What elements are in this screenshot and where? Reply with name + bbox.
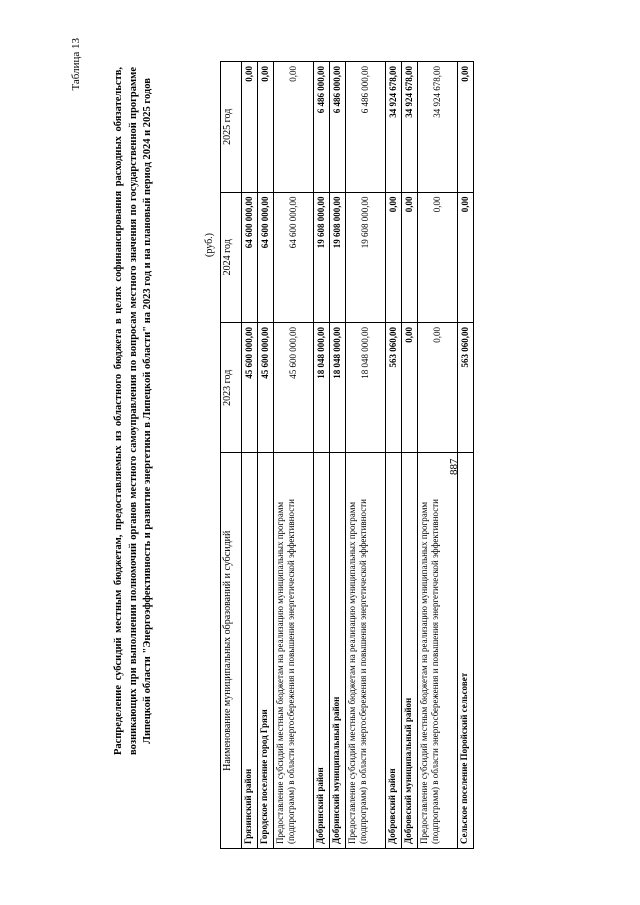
row-name: Добровский район: [386, 453, 402, 849]
value-2023: 0,00: [418, 323, 458, 453]
value-2023: 18 048 000,00: [346, 323, 386, 453]
value-2023: 45 600 000,00: [274, 323, 314, 453]
table-number: Таблица 13: [70, 38, 82, 91]
table-row: [386, 62, 402, 849]
table-row: [242, 62, 258, 849]
value-2024: 19 608 000,00: [314, 192, 330, 322]
value-2025: 0,00: [242, 62, 258, 193]
row-name: Добровский муниципальный район: [402, 453, 418, 849]
row-name: Предоставление субсидий местным бюджетам на реализацию муниципальных программ (подпрограмм) в области энергосбережения и повышения энергетической эффективности: [346, 453, 386, 849]
value-2024: 64 600 000,00: [258, 192, 274, 322]
header-2025: 2025 год: [221, 62, 242, 193]
value-2025: 34 924 678,00: [386, 62, 402, 193]
value-2024: 64 600 000,00: [242, 192, 258, 322]
value-2023: 45 600 000,00: [242, 323, 258, 453]
value-2025: 34 924 678,00: [418, 62, 458, 193]
value-2024: 19 608 000,00: [346, 192, 386, 322]
value-2025: 34 924 678,00: [402, 62, 418, 193]
row-name: Грязинский район: [242, 453, 258, 849]
table-row: [314, 62, 330, 849]
header-2023: 2023 год: [221, 323, 242, 453]
row-name: Сельское поселение Поройский сельсовет: [458, 453, 474, 849]
value-2025: 0,00: [458, 62, 474, 193]
value-2023: 18 048 000,00: [314, 323, 330, 453]
value-2024: 19 608 000,00: [330, 192, 346, 322]
table-row: [330, 62, 346, 849]
table-row: [346, 62, 386, 849]
value-2024: 0,00: [418, 192, 458, 322]
unit-label: (руб.): [204, 233, 215, 257]
value-2024: 0,00: [386, 192, 402, 322]
value-2025: 0,00: [274, 62, 314, 193]
header-2024: 2024 год: [221, 192, 242, 322]
table-header-row: [221, 62, 242, 849]
subsidy-table: [220, 61, 474, 849]
value-2025: 6 486 000,00: [346, 62, 386, 193]
row-name: Добринский район: [314, 453, 330, 849]
value-2023: 563 060,00: [458, 323, 474, 453]
value-2025: 6 486 000,00: [314, 62, 330, 193]
value-2023: 0,00: [402, 323, 418, 453]
table-row: [458, 62, 474, 849]
table-row: [258, 62, 274, 849]
header-name: Наименование муниципальных образований и субсидий: [221, 453, 242, 849]
page-number: 887: [448, 458, 460, 475]
table-row: [402, 62, 418, 849]
table-row: [274, 62, 314, 849]
value-2024: 64 600 000,00: [274, 192, 314, 322]
value-2024: 0,00: [458, 192, 474, 322]
value-2024: 0,00: [402, 192, 418, 322]
value-2023: 18 048 000,00: [330, 323, 346, 453]
row-name: Добринский муниципальный район: [330, 453, 346, 849]
table-row: [418, 62, 458, 849]
value-2025: 0,00: [258, 62, 274, 193]
value-2023: 45 600 000,00: [258, 323, 274, 453]
value-2023: 563 060,00: [386, 323, 402, 453]
row-name: Предоставление субсидий местным бюджетам на реализацию муниципальных программ (подпрограмм) в области энергосбережения и повышения энергетической эффективности: [274, 453, 314, 849]
row-name: Городское поселение город Грязи: [258, 453, 274, 849]
row-name: Предоставление субсидий местным бюджетам на реализацию муниципальных программ (подпрограмм) в области энергосбережения и повышения энергетической эффективности: [418, 453, 458, 849]
value-2025: 6 486 000,00: [330, 62, 346, 193]
document-title: Распределение субсидий местным бюджетам, предоставляемых из областного бюджета в целях софинансирования расходных обязательств, возникающих при выполнении полномочий органов местного самоуправления по вопросам местного значения по государственной программе Липецкой области "Энергоэффективность и развитие энергетики в Липецкой области" на 2023 год и на плановый период 2024 и 2025 годов: [113, 67, 153, 755]
